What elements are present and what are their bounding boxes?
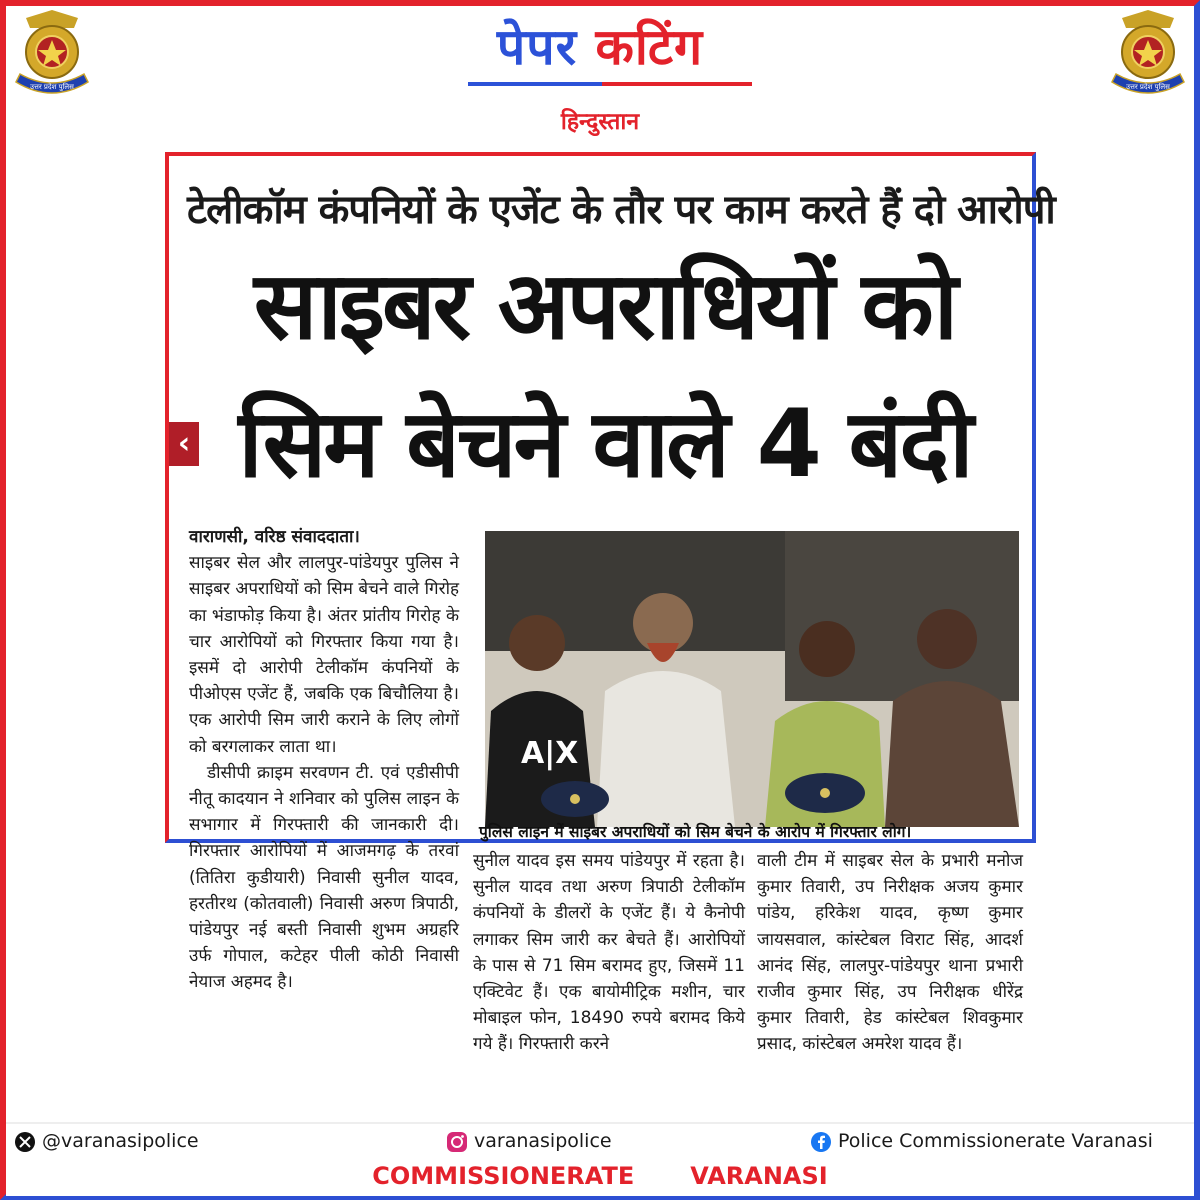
newspaper-source: हिन्दुस्तान bbox=[560, 109, 640, 135]
svg-text:उत्तर प्रदेश पुलिस: उत्तर प्रदेश पुलिस bbox=[1126, 83, 1170, 91]
article-paragraph-4: वाली टीम में साइबर सेल के प्रभारी मनोज कुमार तिवारी, उप निरीक्षक अजय कुमार पांडेय, हरिकेश यादव, कृष्ण कुमार जायसवाल, कांस्टेबल विराट सिंह, आदर्श आनंद सिंह, लालपुर-पांडेयपुर थाना प्रभारी राजीव कुमार सिंह, उप निरीक्षक धीरेंद्र कुमार तिवारी, हेड कांस्टेबल शिवकुमार प्रसाद, कांस्टेबल अमरेश यादव हैं। bbox=[757, 851, 1023, 1055]
headline-line-2: सिम बेचने वाले 4 बंदी bbox=[238, 390, 971, 499]
title-underline-blue bbox=[468, 82, 602, 86]
commissionerate-band bbox=[6, 1162, 1194, 1190]
photo-caption: पुलिस लाइन में साइबर अपराधियों को सिम बेचने के आरोप में गिरफ्तार लोग। bbox=[479, 823, 912, 841]
previous-arrow-button[interactable]: ‹ bbox=[169, 422, 199, 466]
instagram-handle-text: varanasipolice bbox=[474, 1130, 612, 1152]
instagram-handle-link[interactable] bbox=[446, 1130, 612, 1153]
facebook-logo-icon bbox=[810, 1131, 832, 1153]
title-word-cutting: कटिंग bbox=[595, 18, 704, 76]
x-handle-link[interactable] bbox=[14, 1130, 199, 1153]
footer-bar bbox=[6, 1122, 1194, 1196]
band-word-varanasi: VARANASI bbox=[690, 1162, 828, 1190]
article-dateline: वाराणसी, वरिष्ठ संवाददाता। bbox=[189, 527, 360, 547]
x-logo-icon bbox=[14, 1131, 36, 1153]
band-word-commissionerate: COMMISSIONERATE bbox=[372, 1162, 635, 1190]
article-paragraph-1: साइबर सेल और लालपुर-पांडेयपुर पुलिस ने साइबर अपराधियों को सिम बेचने वाले गिरोह का भंडाफोड़ किया है। अंतर प्रांतीय गिरोह के चार आरोपियों को गिरफ्तार किया गया है। इसमें दो आरोपी टेलीकॉम कंपनियों के पीओएस एजेंट हैं, जबकि एक बिचौलिया है। एक आरोपी सिम जारी कराने के लिए लोगों को बरगलाकर लाता था। bbox=[189, 553, 459, 757]
instagram-logo-icon bbox=[446, 1131, 468, 1153]
newspaper-clipping bbox=[165, 152, 1055, 1055]
page-title bbox=[0, 14, 1200, 80]
x-handle-text: @varanasipolice bbox=[42, 1130, 199, 1152]
article-column-3 bbox=[757, 848, 1023, 1058]
headline-line-1: साइबर अपराधियों को bbox=[253, 252, 956, 361]
article-kicker: टेलीकॉम कंपनियों के एजेंट के तौर पर काम करते हैं दो आरोपी bbox=[187, 187, 1055, 233]
title-underline-red bbox=[602, 82, 752, 86]
article-column-2 bbox=[473, 848, 745, 1058]
facebook-page-text: Police Commissionerate Varanasi bbox=[838, 1130, 1153, 1152]
article-paragraph-3: सुनील यादव इस समय पांडेयपुर में रहता है। सुनील यादव तथा अरुण त्रिपाठी टेलीकॉम कंपनियों के डीलरों के एजेंट हैं। ये कैनोपी लगाकर सिम जारी कर बेचते हैं। आरोपियों के पास से 71 सिम बरामद हुए, जिसमें 11 एक्टिवेट हैं। एक बायोमीट्रिक मशीन, चार मोबाइल फोन, 18490 रुपये बरामद किये गये हैं। गिरफ्तारी करने bbox=[473, 851, 745, 1055]
article-paragraph-2: डीसीपी क्राइम सरवणन टी. एवं एडीसीपी नीतू कादयान ने शनिवार को पुलिस लाइन के सभागार में गिरफ्तारी की जानकारी दी। गिरफ्तार आरोपियों में आजमगढ़ के तरवां (तितिरा कुडीयारी) निवासी सुनील यादव, हरतीरथ (कोतवाली) निवासी अरुण त्रिपाठी, पांडेयपुर नई बस्ती निवासी शुभम अग्रहरि उर्फ गोपाल, कटेहर पीली कोठी निवासी नेयाज अहमद है। bbox=[189, 762, 459, 993]
arrested-persons-photo bbox=[485, 531, 1019, 827]
facebook-page-link[interactable] bbox=[810, 1130, 1153, 1153]
svg-text:A|X: A|X bbox=[521, 736, 579, 771]
svg-text:उत्तर प्रदेश पुलिस: उत्तर प्रदेश पुलिस bbox=[30, 83, 74, 91]
article-column-1 bbox=[189, 524, 459, 996]
title-word-paper: पेपर bbox=[496, 18, 578, 76]
